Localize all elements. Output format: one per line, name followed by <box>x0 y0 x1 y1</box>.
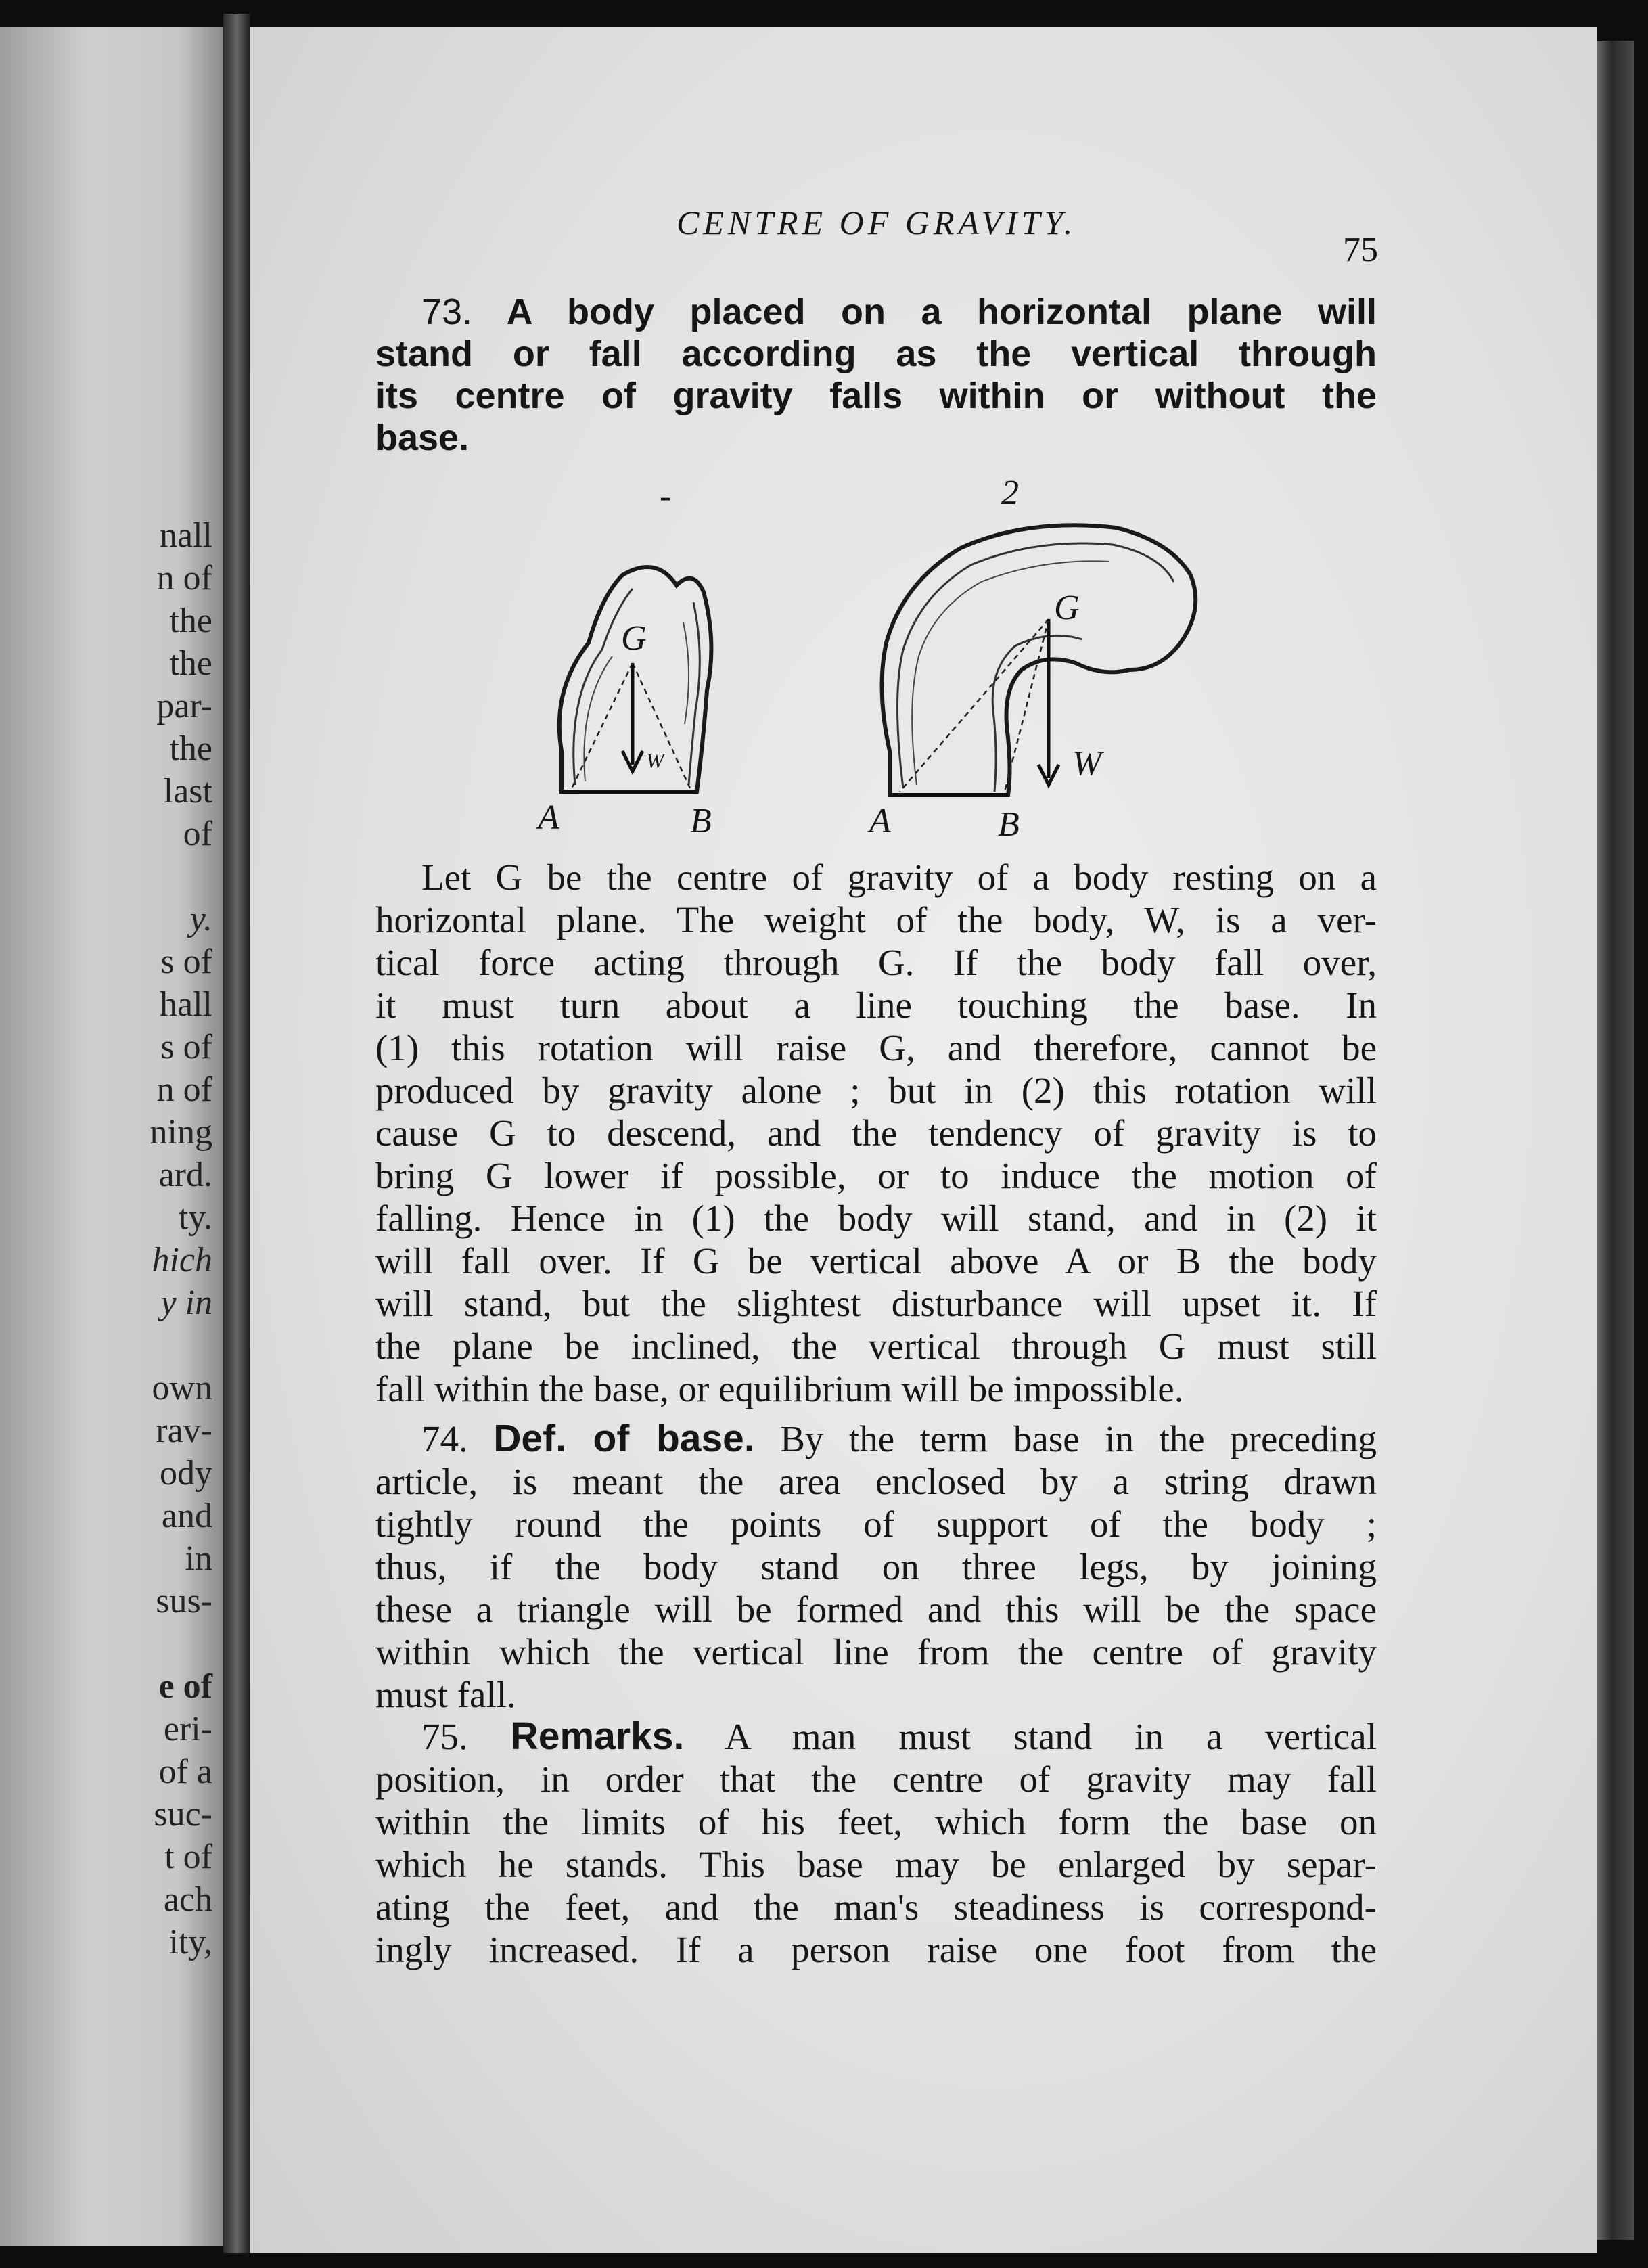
figure-2-label-w: W <box>1072 744 1102 783</box>
figure-1-label: - <box>660 477 672 516</box>
page-number: 75 <box>1343 231 1378 269</box>
paragraph1-line: horizontal plane. The weight of the body, W, is a ver- <box>375 899 1377 940</box>
paragraph1-line: falling. Hence in (1) the body will stand, and in (2) it <box>375 1198 1377 1239</box>
figure-2-label-b: B <box>998 805 1020 844</box>
left-page-fragment: n of <box>156 1070 212 1109</box>
left-page-fragment: suc- <box>154 1795 212 1834</box>
left-page-fragment: ard. <box>158 1156 212 1194</box>
left-page-fragment: hall <box>160 985 212 1024</box>
figure-1-label-w: W <box>646 748 664 773</box>
section75-line: position, in order that the centre of gravity may fall <box>375 1759 1377 1800</box>
left-page-fragment: eri- <box>163 1710 212 1748</box>
left-page-fragment: t of <box>164 1838 212 1876</box>
figure-2-body <box>867 474 1195 844</box>
left-page-fragment: own <box>152 1369 212 1407</box>
proposition-line-2: stand or fall according as the vertical through <box>375 334 1377 374</box>
figure-1-label-a: A <box>538 798 559 837</box>
left-page-fragment: par- <box>156 687 212 725</box>
left-page-fragment: and <box>161 1497 212 1535</box>
proposition-line-4: base. <box>375 417 470 458</box>
section75-line: which he stands. This base may be enlarged by separ- <box>375 1844 1377 1885</box>
section75-heading: Remarks. <box>510 1715 685 1758</box>
paragraph1-line: will fall over. If G be vertical above A or B the body <box>375 1240 1377 1282</box>
left-page-fragment <box>0 1623 216 1665</box>
section75-line: ingly increased. If a person raise one foot from the <box>375 1929 1377 1970</box>
left-page-fragment: y. <box>189 900 212 938</box>
section-74-def-of-base <box>375 1418 1377 1716</box>
figure-1-label-g: G <box>621 619 647 658</box>
left-page-fragment: s of <box>160 1028 212 1066</box>
proposition-73 <box>375 291 1377 459</box>
paragraph1-line: (1) this rotation will raise G, and therefore, cannot be <box>375 1027 1377 1068</box>
section74-line: within which the vertical line from the centre of gravity <box>375 1631 1377 1673</box>
paragraph1-line: produced by gravity alone ; but in (2) this rotation will <box>375 1070 1377 1111</box>
left-page-fragment: the <box>169 644 212 683</box>
section75-line: within the limits of his feet, which form the base on <box>375 1801 1377 1842</box>
section-75-remarks <box>375 1715 1377 1971</box>
figure-1-label-b: B <box>690 802 712 840</box>
section74-line: these a triangle will be formed and this will be the space <box>375 1589 1377 1630</box>
section75-line: ating the feet, and the man's steadiness is correspond- <box>375 1886 1377 1928</box>
left-page-fragment: in <box>185 1539 212 1578</box>
left-page-fragment: nall <box>160 516 212 555</box>
left-page-fragment <box>0 1324 216 1367</box>
left-page-fragment: rav- <box>156 1411 212 1450</box>
book-gutter <box>223 14 250 2253</box>
left-page-fragment: y in <box>160 1284 212 1322</box>
figure-2-label-g: G <box>1054 589 1080 627</box>
left-page <box>0 27 223 2246</box>
paragraph1-line: fall within the base, or equilibrium will be impossible. <box>375 1368 1184 1409</box>
section75-number: 75. <box>421 1716 468 1757</box>
left-page-fragment <box>0 855 216 898</box>
page-edge <box>1597 41 1634 2240</box>
left-page-fragment: the <box>169 602 212 640</box>
proposition-number: 73. <box>421 292 473 332</box>
paragraph-centre-of-gravity <box>375 856 1377 1410</box>
left-page-fragment: ody <box>160 1454 212 1493</box>
section74-line: tightly round the points of support of the body ; <box>375 1503 1377 1545</box>
section74-line-1: 74. Def. of base. By the term base in the preceding <box>421 1417 1377 1460</box>
figure-1-body <box>536 477 712 840</box>
left-page-fragment: sus- <box>156 1582 212 1620</box>
left-page-fragment: ty. <box>178 1198 212 1237</box>
left-page-fragment: hich <box>152 1241 212 1279</box>
left-page-fragment: ning <box>150 1113 212 1152</box>
left-page-fragment: s of <box>160 943 212 981</box>
left-page-text-fragments <box>0 514 216 1964</box>
paragraph1-line: Let G be the centre of gravity of a body resting on a <box>421 857 1377 898</box>
left-page-fragment: last <box>163 772 212 811</box>
figure-2-label-a: A <box>869 802 891 840</box>
left-page-fragment: ach <box>163 1880 212 1919</box>
proposition-line-1: 73. A body placed on a horizontal plane will <box>421 292 1377 332</box>
left-page-fragment: ity, <box>168 1923 212 1961</box>
paragraph1-line: cause G to descend, and the tendency of gravity is to <box>375 1112 1377 1154</box>
section74-number: 74. <box>421 1418 468 1459</box>
left-page-fragment: e of <box>158 1667 212 1706</box>
running-head: CENTRE OF GRAVITY. <box>677 204 1077 242</box>
paragraph1-line: the plane be inclined, the vertical through G must still <box>375 1325 1377 1367</box>
left-page-fragment: of <box>183 815 212 853</box>
section74-line: article, is meant the area enclosed by a string drawn <box>375 1461 1377 1502</box>
section75-line-1: 75. Remarks. A man must stand in a vertical <box>421 1715 1377 1758</box>
section74-line: must fall. <box>375 1674 516 1715</box>
figure-stability-diagram <box>521 467 1252 846</box>
section74-heading: Def. of base. <box>493 1417 755 1460</box>
paragraph1-line: bring G lower if possible, or to induce the motion of <box>375 1155 1377 1196</box>
paragraph1-line: tical force acting through G. If the body fall over, <box>375 942 1377 983</box>
left-page-fragment: n of <box>156 559 212 597</box>
left-page-fragment: the <box>169 729 212 768</box>
paragraph1-line: will stand, but the slightest disturbance will upset it. If <box>375 1283 1377 1324</box>
section74-line: thus, if the body stand on three legs, by joining <box>375 1546 1377 1587</box>
proposition-line-3: its centre of gravity falls within or without the <box>375 376 1377 416</box>
left-page-fragment: of a <box>158 1752 212 1791</box>
paragraph1-line: it must turn about a line touching the base. In <box>375 984 1377 1026</box>
figure-2-label: 2 <box>1001 474 1019 512</box>
